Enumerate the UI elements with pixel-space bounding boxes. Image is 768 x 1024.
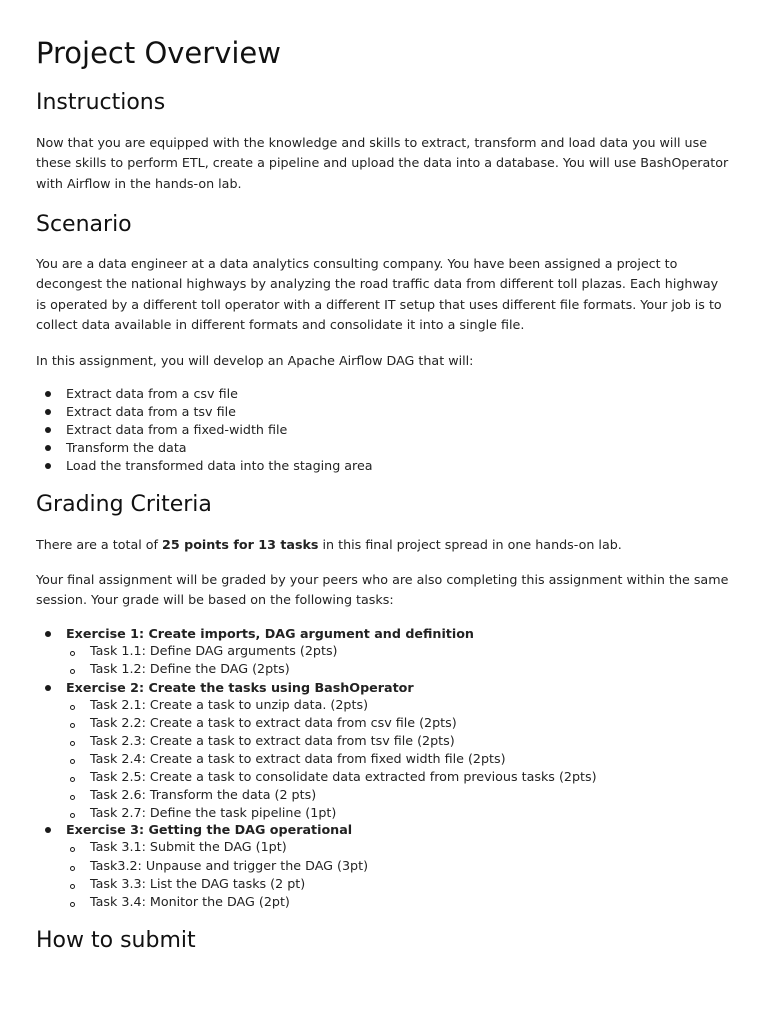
list-item-label: Extract data from a fixed-width file [66, 422, 288, 437]
exercise-title: Exercise 1: Create imports, DAG argument and definition [66, 626, 474, 641]
task-item: Task 3.3: List the DAG tasks (2 pt) [90, 876, 306, 891]
circle-bullet-icon [70, 813, 75, 818]
circle-bullet-icon [70, 902, 75, 907]
submit-heading: How to submit [36, 928, 196, 953]
task-item: Task 2.6: Transform the data (2 pts) [90, 787, 317, 802]
circle-bullet-icon [70, 669, 75, 674]
instructions-paragraph: Now that you are equipped with the knowledge and skills to extract, transform and load data you will use these skills to perform ETL, create a pipeline and upload the data into a database. You will use BashOperator with Airflow in the hands-on lab. [36, 135, 729, 191]
circle-bullet-icon [70, 759, 75, 764]
instructions-heading: Instructions [36, 90, 166, 115]
grading-total-prefix: There are a total of [36, 537, 163, 552]
grading-total-suffix: in this final project spread in one hands-on lab. [318, 537, 622, 552]
bullet-icon [45, 409, 51, 415]
scenario-heading: Scenario [36, 212, 132, 237]
scenario-intro: In this assignment, you will develop an Apache Airflow DAG that will: [36, 353, 474, 368]
grading-heading: Grading Criteria [36, 492, 212, 517]
list-item-label: Load the transformed data into the staging area [66, 458, 373, 473]
circle-bullet-icon [70, 795, 75, 800]
grading-paragraph: Your final assignment will be graded by your peers who are also completing this assignment within the same session. Your grade will be based on the following tasks: [36, 572, 729, 608]
exercise-title: Exercise 2: Create the tasks using BashOperator [66, 680, 414, 695]
task-item: Task3.2: Unpause and trigger the DAG (3pt) [90, 858, 369, 873]
circle-bullet-icon [70, 777, 75, 782]
bullet-icon [45, 685, 51, 691]
grading-total [36, 535, 732, 555]
exercise-title: Exercise 3: Getting the DAG operational [66, 822, 353, 837]
circle-bullet-icon [70, 866, 75, 871]
task-item: Task 2.2: Create a task to extract data from csv file (2pts) [90, 715, 457, 730]
circle-bullet-icon [70, 705, 75, 710]
grading-total-emphasis: 25 points for 13 tasks [162, 537, 319, 552]
task-item: Task 2.5: Create a task to consolidate data extracted from previous tasks (2pts) [90, 769, 597, 784]
circle-bullet-icon [70, 884, 75, 889]
task-item: Task 1.2: Define the DAG (2pts) [90, 661, 290, 676]
scenario-paragraph: You are a data engineer at a data analytics consulting company. You have been assigned a project to decongest the national highways by analyzing the road traffic data from different toll plazas. Each highway is operated by a different toll operator with a different IT setup that uses different file formats. Your job is to collect data available in different formats and consolidate it into a single file. [36, 256, 722, 333]
circle-bullet-icon [70, 723, 75, 728]
circle-bullet-icon [70, 651, 75, 656]
list-item-label: Transform the data [66, 440, 187, 455]
bullet-icon [45, 391, 51, 397]
list-item-label: Extract data from a tsv file [66, 404, 236, 419]
task-item: Task 2.3: Create a task to extract data from tsv file (2pts) [90, 733, 455, 748]
task-item: Task 3.1: Submit the DAG (1pt) [90, 839, 287, 854]
page-title: Project Overview [36, 36, 281, 70]
circle-bullet-icon [70, 847, 75, 852]
task-item: Task 1.1: Define DAG arguments (2pts) [90, 643, 338, 658]
bullet-icon [45, 631, 51, 637]
bullet-icon [45, 427, 51, 433]
bullet-icon [45, 463, 51, 469]
bullet-icon [45, 827, 51, 833]
bullet-icon [45, 445, 51, 451]
task-item: Task 2.1: Create a task to unzip data. (2pts) [90, 697, 369, 712]
task-item: Task 3.4: Monitor the DAG (2pt) [90, 894, 290, 909]
task-item: Task 2.7: Define the task pipeline (1pt) [90, 805, 337, 820]
list-item-label: Extract data from a csv file [66, 386, 238, 401]
task-item: Task 2.4: Create a task to extract data from fixed width file (2pts) [90, 751, 506, 766]
circle-bullet-icon [70, 741, 75, 746]
